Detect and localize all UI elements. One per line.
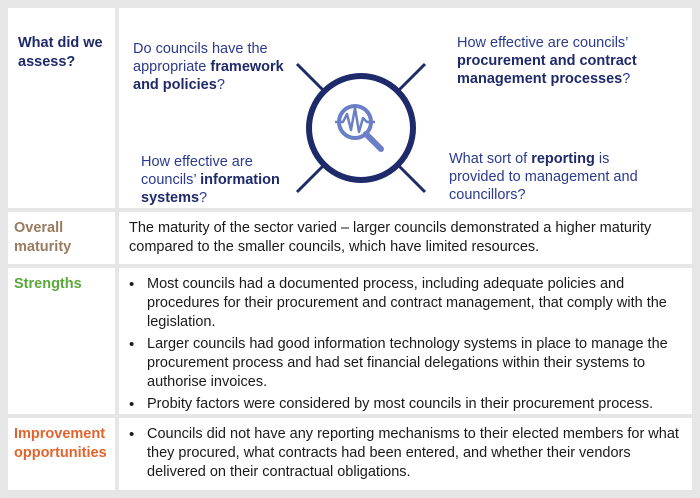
strengths-label: Strengths — [14, 276, 82, 292]
question-information-systems: How effective are councils’ information systems? — [141, 154, 280, 206]
maturity-label: Overall maturity — [14, 220, 72, 255]
improvement-label: Improvement opportunities — [14, 426, 107, 461]
list-item: • Larger councils had good information technology systems in place to manage the procurement process and had set financial delegations within their systems to authorise invoices. — [127, 335, 685, 392]
improvement-list — [127, 425, 685, 485]
improvement-content-cell — [119, 418, 692, 490]
question-reporting: What sort of reporting is provided to management and councillors? — [449, 151, 638, 203]
assess-label-cell — [8, 8, 115, 208]
strengths-label-cell — [8, 268, 115, 414]
question-procurement: How effective are councils’ procurement and contract management processes? — [457, 35, 637, 87]
assess-content-cell — [119, 8, 692, 208]
list-item: • Most councils had a documented process, including adequate policies and procedures for their procurement and contract management, that comply with the legislation. — [127, 275, 685, 332]
maturity-content-cell — [119, 212, 692, 264]
strengths-content-cell — [119, 268, 692, 414]
magnifier-waveform-icon — [291, 58, 431, 198]
assess-label: What did we assess? — [18, 35, 103, 70]
maturity-text: The maturity of the sector varied – larger councils demonstrated a higher maturity compared to the smaller councils, which have limited resources. — [129, 220, 652, 255]
list-item: • Councils did not have any reporting mechanisms to their elected members for what they procured, what contracts had been entered, and whether their vendors delivered on their contractual obligations. — [127, 425, 685, 482]
list-item: • Probity factors were considered by most councils in their procurement process. — [127, 395, 685, 414]
strengths-list — [127, 275, 685, 417]
question-framework: Do councils have the appropriate framework and policies? — [133, 41, 284, 93]
improvement-label-cell — [8, 418, 115, 490]
maturity-label-cell — [8, 212, 115, 264]
